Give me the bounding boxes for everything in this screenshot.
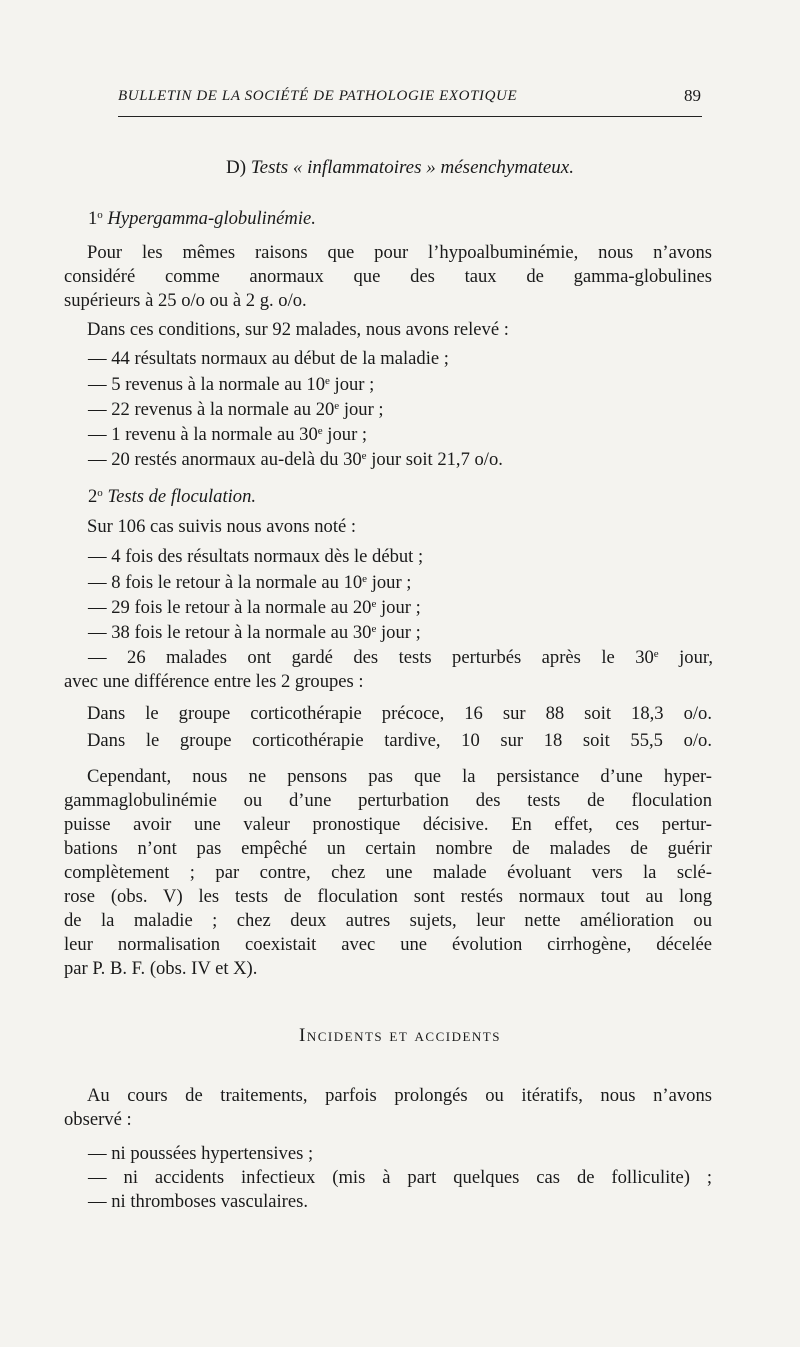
paragraph-line: leur normalisation coexistait avec une évolution cirrhogène, décelée [64, 934, 712, 955]
list-item: — 1 revenu à la normale au 30e jour ; [88, 424, 368, 445]
paragraph-line: Pour les mêmes raisons que pour l’hypoalbuminémie, nous n’avons [87, 242, 712, 263]
list-item: — 22 revenus à la normale au 20e jour ; [88, 399, 384, 420]
running-title: BULLETIN DE LA SOCIÉTÉ DE PATHOLOGIE EXOTIQUE [118, 88, 518, 104]
paragraph-line: supérieurs à 25 o/o ou à 2 g. o/o. [64, 290, 307, 311]
paragraph-line: bations n’ont pas empêché un certain nombre de malades de guérir [64, 838, 712, 859]
list-item: — 20 restés anormaux au-delà du 30e jour soit 21,7 o/o. [88, 449, 503, 470]
list-item: — 44 résultats normaux au début de la maladie ; [88, 348, 449, 369]
paragraph-line: de la maladie ; chez deux autres sujets, leur nette amélioration ou [64, 910, 712, 931]
section-d-heading: D) Tests « inflammatoires » mésenchymateux. [226, 157, 574, 178]
paragraph-line: Dans ces conditions, sur 92 malades, nous avons relevé : [87, 319, 509, 340]
list-item: — 38 fois le retour à la normale au 30e jour ; [88, 622, 421, 643]
section-heading: Incidents et accidents [299, 1025, 501, 1046]
list-item: — ni thromboses vasculaires. [88, 1191, 308, 1212]
list-item: — ni accidents infectieux (mis à part quelques cas de folliculite) ; [88, 1167, 712, 1188]
list-item: — 5 revenus à la normale au 10e jour ; [88, 374, 375, 395]
list-item: — 29 fois le retour à la normale au 20e jour ; [88, 597, 421, 618]
paragraph-line: observé : [64, 1109, 132, 1130]
paragraph-line: avec une différence entre les 2 groupes : [64, 671, 364, 692]
group-result-line: Dans le groupe corticothérapie précoce, 16 sur 88 soit 18,3 o/o. [87, 703, 712, 724]
paragraph-line: Sur 106 cas suivis nous avons noté : [87, 516, 357, 537]
paragraph-line: par P. B. F. (obs. IV et X). [64, 958, 258, 979]
list-item: — 8 fois le retour à la normale au 10e jour ; [88, 572, 412, 593]
header-rule [118, 116, 702, 117]
paragraph-line: puisse avoir une valeur pronostique décisive. En effet, ces pertur- [64, 814, 712, 835]
paragraph-line: gammaglobulinémie ou d’une perturbation des tests de floculation [64, 790, 712, 811]
page-number: 89 [684, 86, 701, 105]
paragraph-line: considéré comme anormaux que des taux de gamma-globulines [64, 266, 712, 287]
paragraph-line: complètement ; par contre, chez une malade évoluant vers la sclé- [64, 862, 712, 883]
subsection-2-heading: 2$^o$ Tests de floculation. [88, 486, 257, 507]
list-item: — 4 fois des résultats normaux dès le début ; [88, 546, 424, 567]
paragraph-line: Cependant, nous ne pensons pas que la persistance d’une hyper- [87, 766, 712, 787]
group-result-line: Dans le groupe corticothérapie tardive, 10 sur 18 soit 55,5 o/o. [87, 730, 712, 751]
list-item: — 26 malades ont gardé des tests perturbés après le 30e jour, [88, 647, 713, 668]
list-item: — ni poussées hypertensives ; [88, 1143, 314, 1164]
paragraph-line: rose (obs. V) les tests de floculation sont restés normaux tout au long [64, 886, 712, 907]
paragraph-line: Au cours de traitements, parfois prolongés ou itératifs, nous n’avons [87, 1085, 712, 1106]
subsection-1-heading: 1$^o$ Hypergamma-globulinémie. [88, 208, 316, 229]
